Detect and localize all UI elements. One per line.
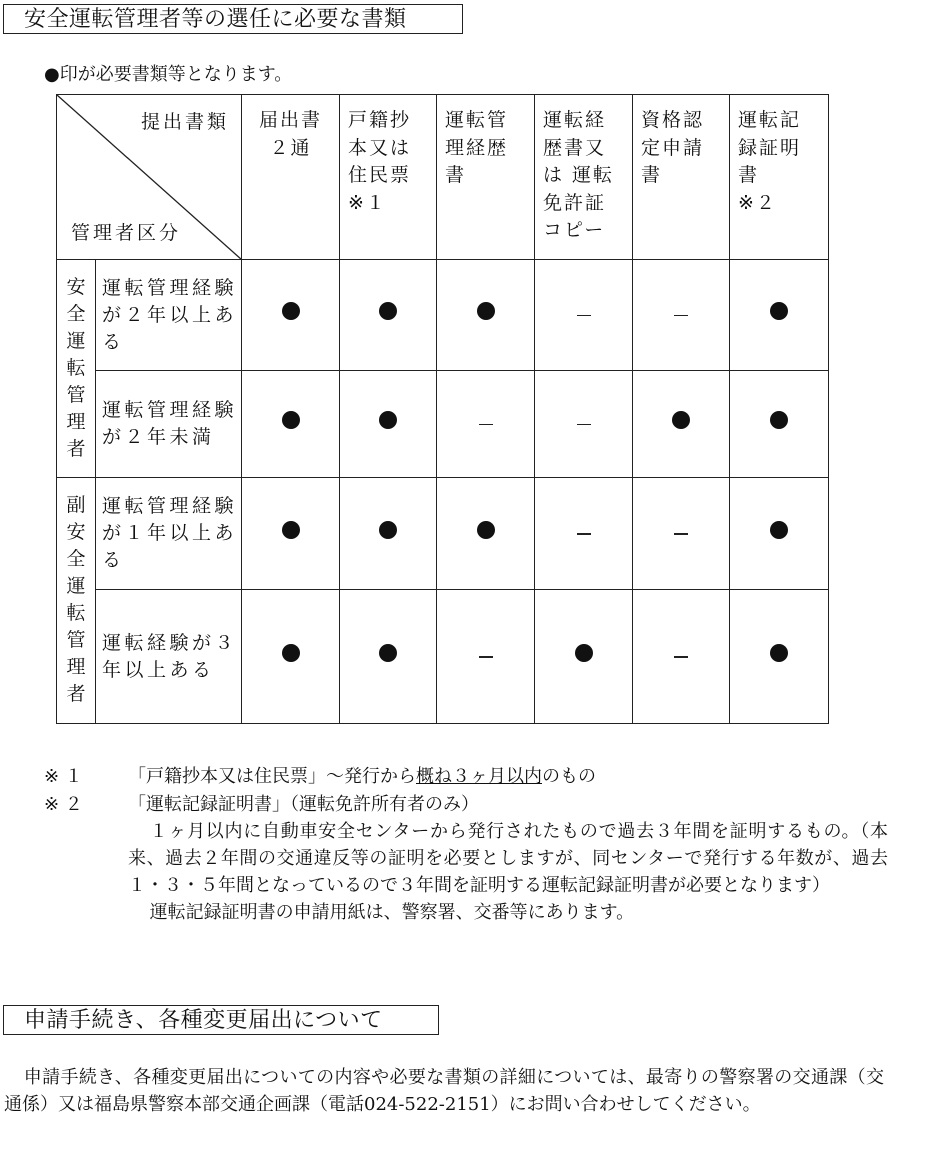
required-dot-icon bbox=[282, 411, 300, 429]
header-row bbox=[57, 95, 829, 260]
not-required-dash-icon bbox=[577, 533, 591, 535]
required-dot-icon bbox=[379, 521, 397, 539]
note-2-form-info: 運転記録証明書の申請用紙は、警察署、交番等にあります。 bbox=[149, 902, 635, 923]
requirement-mark bbox=[242, 590, 340, 724]
note-1 bbox=[0, 763, 947, 793]
note-2-body bbox=[128, 818, 888, 926]
required-dot-icon bbox=[770, 411, 788, 429]
note-2-title: 「運転記録証明書」（運転免許所有者のみ） bbox=[128, 794, 479, 815]
row-label: 運転経験が３年以上ある bbox=[96, 590, 242, 724]
column-header bbox=[340, 95, 437, 260]
corner-label-documents: 提出書類 bbox=[140, 111, 229, 133]
not-required-dash-icon bbox=[674, 315, 688, 317]
note-2 bbox=[0, 791, 947, 821]
requirement-mark bbox=[535, 371, 633, 478]
requirement-mark bbox=[340, 590, 437, 724]
requirement-mark bbox=[340, 371, 437, 478]
table-row bbox=[57, 478, 829, 590]
requirement-mark bbox=[242, 371, 340, 478]
requirement-mark bbox=[242, 260, 340, 371]
requirement-mark bbox=[535, 590, 633, 724]
requirement-mark bbox=[340, 260, 437, 371]
not-required-dash-icon bbox=[479, 656, 493, 658]
requirement-mark bbox=[437, 371, 535, 478]
note-1-text: 「戸籍抄本又は住民票」～発行から概ね３ヶ月以内のもの bbox=[128, 766, 596, 787]
required-dot-icon bbox=[477, 302, 495, 320]
row-label: 運転管理経験が２年以上ある bbox=[96, 260, 242, 371]
intro-text: ●印が必要書類等となります。 bbox=[44, 64, 293, 85]
requirement-mark bbox=[730, 478, 829, 590]
column-header-label: 運転記 録証明 書 ※２ bbox=[738, 109, 802, 214]
column-header bbox=[437, 95, 535, 260]
required-documents-table bbox=[56, 94, 829, 724]
table-row bbox=[57, 590, 829, 724]
required-dot-icon bbox=[379, 411, 397, 429]
required-dot-icon bbox=[282, 302, 300, 320]
not-required-dash-icon bbox=[577, 315, 591, 317]
contact-info-text: 申請手続き、各種変更届出についての内容や必要な書類の詳細については、最寄りの警察署の交通課（交通係）又は福島県警察本部交通企画課（電話024-522-2151）にお問い合わせしてください。 bbox=[4, 1067, 884, 1115]
row-label: 運転管理経験が１年以上ある bbox=[96, 478, 242, 590]
group-label-deputy-safety-manager: 副安全運転管理者 bbox=[57, 478, 96, 724]
column-header bbox=[730, 95, 829, 260]
requirement-mark bbox=[437, 260, 535, 371]
column-header-label: 戸籍抄 本又は 住民票 ※１ bbox=[348, 109, 412, 214]
requirement-mark bbox=[633, 478, 730, 590]
note-2-mark: ※ ２ bbox=[44, 794, 83, 815]
table-row bbox=[57, 260, 829, 371]
column-header-label: 届出書 ２通 bbox=[258, 109, 322, 159]
not-required-dash-icon bbox=[577, 424, 591, 426]
column-header-label: 資格認 定申請 書 bbox=[641, 109, 705, 186]
corner-label-manager-class: 管理者区分 bbox=[71, 221, 182, 244]
required-dot-icon bbox=[282, 521, 300, 539]
required-dot-icon bbox=[770, 644, 788, 662]
required-dot-icon bbox=[379, 644, 397, 662]
requirement-mark bbox=[437, 478, 535, 590]
requirement-mark bbox=[730, 590, 829, 724]
note-1-mark: ※ １ bbox=[44, 766, 83, 787]
requirement-mark bbox=[437, 590, 535, 724]
requirement-mark bbox=[730, 260, 829, 371]
requirement-mark bbox=[340, 478, 437, 590]
requirement-mark bbox=[535, 260, 633, 371]
required-dot-icon bbox=[770, 302, 788, 320]
requirement-mark bbox=[535, 478, 633, 590]
column-header bbox=[633, 95, 730, 260]
requirement-mark bbox=[633, 371, 730, 478]
column-header-label: 運転経 歴書又 は 運転 免許証 コピー bbox=[543, 109, 615, 241]
requirement-mark bbox=[730, 371, 829, 478]
section-title-procedures: 申請手続き、各種変更届出について bbox=[3, 1005, 439, 1035]
corner-header-cell bbox=[57, 95, 242, 260]
required-dot-icon bbox=[672, 411, 690, 429]
required-dot-icon bbox=[770, 521, 788, 539]
requirement-mark bbox=[242, 478, 340, 590]
table-row bbox=[57, 371, 829, 478]
required-dot-icon bbox=[477, 521, 495, 539]
column-header bbox=[535, 95, 633, 260]
note-2-description: １ヶ月以内に自動車安全センターから発行されたもので過去３年間を証明するもの。（本来、過去２年間の交通違反等の証明を必要としますが、同センターで発行する年数が、過去１・３・５年間となっているので３年間を証明する運転記録証明書が必要となります） bbox=[128, 821, 888, 896]
group-label-safety-manager: 安全運転管理者 bbox=[57, 260, 96, 478]
not-required-dash-icon bbox=[674, 656, 688, 658]
not-required-dash-icon bbox=[674, 533, 688, 535]
requirement-mark bbox=[633, 590, 730, 724]
not-required-dash-icon bbox=[479, 424, 493, 426]
note-1-underlined: 概ね３ヶ月以内 bbox=[416, 766, 542, 787]
column-header-label: 運転管 理経歴 書 bbox=[445, 109, 509, 186]
requirement-mark bbox=[633, 260, 730, 371]
section-title-selection-documents: 安全運転管理者等の選任に必要な書類 bbox=[3, 4, 463, 34]
row-label: 運転管理経験が２年未満 bbox=[96, 371, 242, 478]
column-header bbox=[242, 95, 340, 260]
required-dot-icon bbox=[379, 302, 397, 320]
required-dot-icon bbox=[282, 644, 300, 662]
required-dot-icon bbox=[575, 644, 593, 662]
